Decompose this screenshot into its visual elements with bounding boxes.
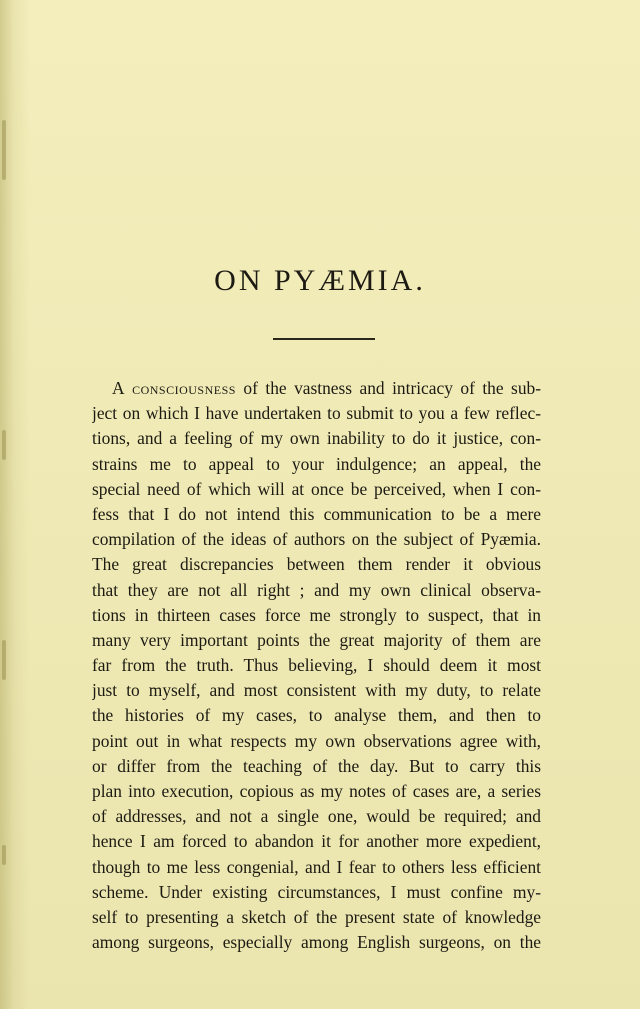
text-line: that they are not all right ; and my own clinical observa- bbox=[92, 579, 541, 600]
text-line: point out in what respects my own observations agree with, bbox=[92, 730, 541, 751]
text-line: plan into execution, copious as my notes of cases are, a series bbox=[92, 781, 541, 801]
first-line-rest: of the vastness and intricacy of the sub- bbox=[235, 378, 541, 398]
body-paragraph bbox=[92, 376, 541, 955]
text-line: strains me to appeal to your indulgence; an appeal, the bbox=[92, 453, 541, 474]
text-line: among surgeons, especially among English surgeons, on the bbox=[92, 932, 541, 953]
text-line: scheme. Under existing circumstances, I must confine my- bbox=[92, 881, 541, 902]
text-line: fess that I do not intend this communication to be a mere bbox=[92, 503, 541, 524]
title-rule bbox=[273, 338, 375, 340]
text-line: hence I am forced to abandon it for another more expedient, bbox=[92, 831, 541, 852]
binding-shadow-mark bbox=[2, 430, 6, 460]
text-line bbox=[92, 376, 541, 401]
text-line: ject on which I have undertaken to submit to you a few reflec- bbox=[92, 403, 541, 424]
text-line: just to myself, and most consistent with my duty, to relate bbox=[92, 680, 541, 701]
text-line: tions, and a feeling of my own inability to do it justice, con- bbox=[92, 428, 541, 449]
chapter-title: ON PYÆMIA. bbox=[214, 264, 426, 297]
text-line: The great discrepancies between them render it obvious bbox=[92, 554, 541, 575]
text-line: or differ from the teaching of the day. But to carry this bbox=[92, 755, 541, 776]
opening-word: A consciousness bbox=[112, 378, 236, 398]
text-line: special need of which will at once be perceived, when I con- bbox=[92, 478, 541, 499]
binding-shadow-mark bbox=[2, 640, 6, 680]
text-line: many very important points the great majority of them are bbox=[92, 629, 541, 650]
text-line: tions in thirteen cases force me strongly to suspect, that in bbox=[92, 604, 541, 625]
text-line: compilation of the ideas of authors on the subject of Pyæmia. bbox=[92, 529, 541, 550]
text-line: the histories of my cases, to analyse them, and then to bbox=[92, 705, 541, 726]
text-line: though to me less congenial, and I fear to others less efficient bbox=[92, 856, 541, 877]
text-line: of addresses, and not a single one, would be required; and bbox=[92, 806, 541, 827]
binding-shadow-mark bbox=[2, 845, 6, 865]
text-line: far from the truth. Thus believing, I should deem it most bbox=[92, 655, 541, 676]
text-line: self to presenting a sketch of the present state of knowledge bbox=[92, 906, 541, 927]
binding-shadow-mark bbox=[2, 120, 6, 180]
